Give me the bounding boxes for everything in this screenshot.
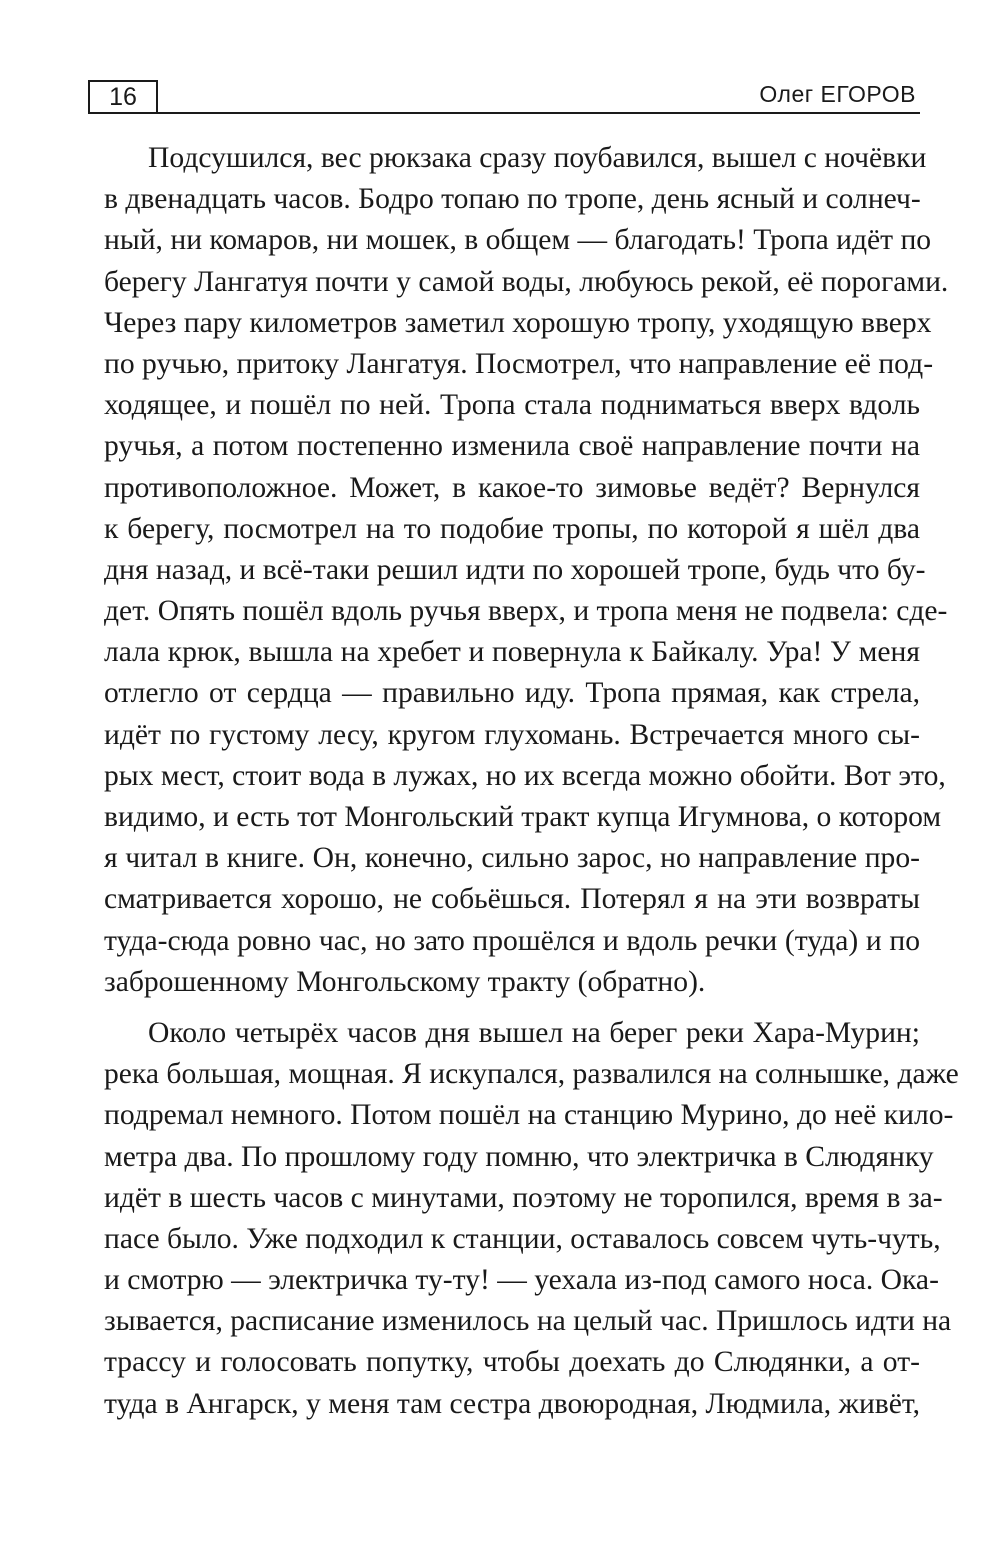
text-line: ручья, а потом постепенно изменила своё направление почти на — [104, 430, 920, 463]
text-line: по ручью, притоку Лангатуя. Посмотрел, что направление её под- — [104, 347, 934, 380]
text-line: идёт в шесть часов с минутами, поэтому не торопился, время в за- — [104, 1181, 943, 1214]
text-line: лала крюк, вышла на хребет и повернула к Байкалу. Ура! У меня — [104, 636, 920, 669]
text-line: река большая, мощная. Я искупался, развалился на солнышке, даже — [104, 1058, 959, 1091]
text-line: берегу Лангатуя почти у самой воды, любуюсь рекой, её порогами. — [104, 265, 949, 298]
text-line: трассу и голосовать попутку, чтобы доехать до Слюдянки, а от- — [104, 1346, 920, 1379]
text-line: и смотрю — электричка ту-ту! — уехала из-под самого носа. Ока- — [104, 1264, 939, 1297]
text-line: туда в Ангарск, у меня там сестра двоюродная, Людмила, живёт, — [104, 1387, 921, 1420]
header-rule — [156, 112, 920, 114]
text-line: сматривается хорошо, не собьёшься. Потерял я на эти возвраты — [104, 883, 920, 916]
text-line: к берегу, посмотрел на то подобие тропы, по которой я шёл два — [104, 512, 920, 545]
paragraph-gap — [104, 1003, 920, 1013]
text-line: отлегло от сердца — правильно иду. Тропа прямая, как стрела, — [104, 677, 920, 710]
text-line: видимо, и есть тот Монгольский тракт купца Игумнова, о котором — [104, 801, 942, 833]
page-header — [88, 78, 920, 118]
text-line: пасе было. Уже подходил к станции, оставалось совсем чуть-чуть, — [104, 1222, 941, 1255]
page-number: 16 — [88, 80, 158, 114]
running-head-author: Олег ЕГОРОВ — [759, 81, 916, 107]
text-line: дет. Опять пошёл вдоль ручья вверх, и тропа меня не подвела: сде- — [104, 595, 948, 628]
text-line: Около четырёх часов дня вышел на берег реки Хара-Мурин; — [148, 1016, 920, 1049]
text-line: туда-сюда ровно час, но зато прошёлся и вдоль речки (туда) и по — [104, 924, 920, 957]
text-line: метра два. По прошлому году помню, что электричка в Слюдянку — [104, 1140, 934, 1173]
text-line: в двенадцать часов. Бодро топаю по тропе, день ясный и солнеч- — [104, 183, 921, 216]
text-line: ходящее, и пошёл по ней. Тропа стала подниматься вверх вдоль — [104, 389, 920, 422]
text-line: ный, ни комаров, ни мошек, в общем — благодать! Тропа идёт по — [104, 224, 932, 257]
text-line: я читал в книге. Он, конечно, сильно зарос, но направление про- — [104, 842, 920, 875]
text-line: заброшенному Монгольскому тракту (обратно). — [104, 965, 706, 998]
text-line: Подсушился, вес рюкзака сразу поубавился, вышел с ночёвки — [148, 142, 927, 174]
body-text — [104, 138, 959, 1425]
text-line: дня назад, и всё-таки решил идти по хорошей тропе, будь что бу- — [104, 553, 926, 586]
text-line: идёт по густому лесу, кругом глухомань. Встречается много сы- — [104, 718, 920, 751]
text-line: Через пару километров заметил хорошую тропу, уходящую вверх — [104, 306, 932, 339]
paragraph-2 — [104, 1013, 959, 1425]
paragraph-1 — [104, 138, 949, 1003]
text-line: зывается, расписание изменилось на целый час. Пришлось идти на — [104, 1305, 952, 1338]
text-line: подремал немного. Потом пошёл на станцию Мурино, до неё кило- — [104, 1099, 954, 1132]
text-line: рых мест, стоит вода в лужах, но их всегда можно обойти. Вот это, — [104, 759, 946, 792]
text-line: противоположное. Может, в какое-то зимовье ведёт? Вернулся — [104, 471, 920, 504]
